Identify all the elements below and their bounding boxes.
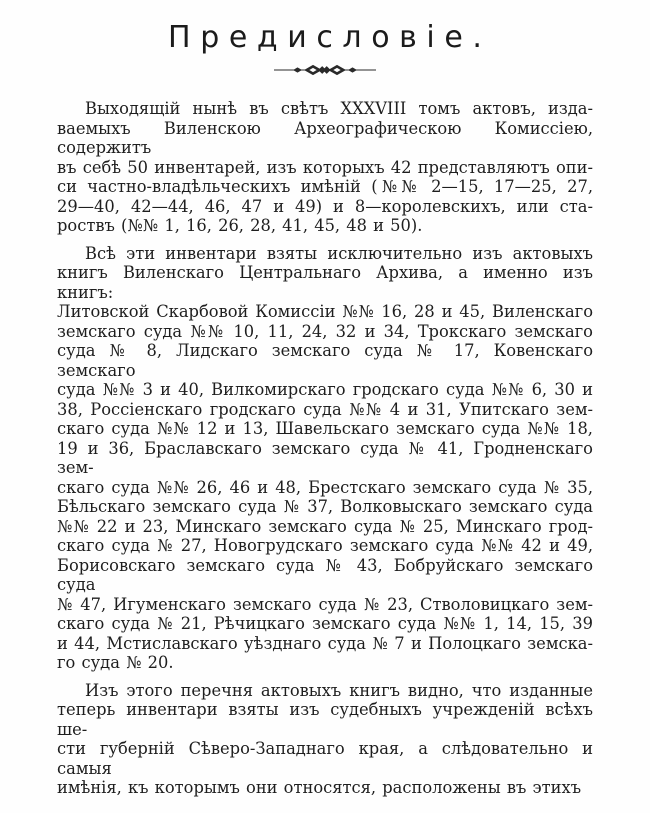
text-line: скаго суда № 27, Новогрудскаго земскаго суда №№ 42 и 49, bbox=[57, 536, 593, 555]
text-line: 19 и 36, Браславскаго земскаго суда № 41, Гродненскаго зем- bbox=[57, 438, 593, 477]
text-line: Изъ этого перечня актовыхъ книгъ видно, что изданные bbox=[85, 680, 593, 700]
text-line: въ себѣ 50 инвентарей, изъ которыхъ 42 представляютъ опи- bbox=[57, 157, 593, 177]
text-line: Выходящій нынѣ въ свѣтъ XXXVIII томъ актовъ, изда- bbox=[85, 99, 593, 118]
text-line: скаго суда №№ 26, 46 и 48, Брестскаго земскаго суда № 35, bbox=[57, 477, 593, 497]
text-line: книгъ Виленскаго Центральнаго Архива, а именно изъ книгъ: bbox=[57, 263, 593, 302]
body-text bbox=[57, 99, 593, 798]
text-line: суда №№ 3 и 40, Вилкомирскаго гродскаго суда №№ 6, 30 и bbox=[57, 380, 593, 399]
page-title: Предисловіе. bbox=[168, 20, 492, 55]
text-line: сти губерній Сѣверо-Западнаго края, а слѣдовательно и самыя bbox=[57, 739, 593, 778]
text-line: теперь инвентари взяты изъ судебныхъ учрежденій всѣхъ ше- bbox=[57, 700, 593, 739]
text-line: 29—40, 42—44, 46, 47 и 49) и 8—королевскихъ, или ста- bbox=[57, 196, 593, 216]
text-line: ваемыхъ Виленскою Археографическою Комиссіею, содержитъ bbox=[57, 118, 593, 157]
text-line: Всѣ эти инвентари взяты исключительно изъ актовыхъ bbox=[85, 243, 593, 263]
text-line: 38, Россіенскаго гродскаго суда №№ 4 и 31, Упитскаго зем- bbox=[57, 399, 593, 419]
paragraph bbox=[57, 681, 593, 798]
text-line: земскаго суда №№ 10, 11, 24, 32 и 34, Трокскаго земскаго bbox=[57, 321, 593, 341]
text-line: Бѣльскаго земскаго суда № 37, Волковыскаго земскаго суда bbox=[57, 497, 593, 516]
text-line: скаго суда №№ 12 и 13, Шавельскаго земскаго суда №№ 18, bbox=[57, 419, 593, 438]
text-line: и 44, Мстиславскаго уѣзднаго суда № 7 и Полоцкаго земска- bbox=[57, 633, 593, 653]
text-line: имѣнія, къ которымъ они относятся, расположены въ этихъ bbox=[57, 778, 582, 797]
divider-ornament bbox=[0, 62, 650, 78]
text-line: № 47, Игуменскаго земскаго суда № 23, Стволовицкаго зем- bbox=[57, 594, 593, 614]
text-line: го суда № 20. bbox=[57, 653, 174, 672]
divider-ornament-icon bbox=[274, 62, 376, 78]
paragraph bbox=[57, 99, 593, 236]
text-line: роствъ (№№ 1, 16, 26, 28, 41, 45, 48 и 50). bbox=[57, 216, 423, 235]
text-line: си частно-владѣльческихъ имѣній (№№ 2—15, 17—25, 27, bbox=[57, 177, 593, 196]
text-line: Литовской Скарбовой Комиссіи №№ 16, 28 и 45, Виленскаго bbox=[57, 302, 593, 321]
text-line: №№ 22 и 23, Минскаго земскаго суда № 25, Минскаго грод- bbox=[57, 516, 593, 536]
paragraph bbox=[57, 244, 593, 673]
text-line: скаго суда № 21, Рѣчицкаго земскаго суда №№ 1, 14, 15, 39 bbox=[57, 614, 593, 633]
text-line: суда № 8, Лидскаго земскаго суда № 17, Ковенскаго земскаго bbox=[57, 341, 593, 380]
text-line: Борисовскаго земскаго суда № 43, Бобруйскаго земскаго суда bbox=[57, 555, 593, 594]
